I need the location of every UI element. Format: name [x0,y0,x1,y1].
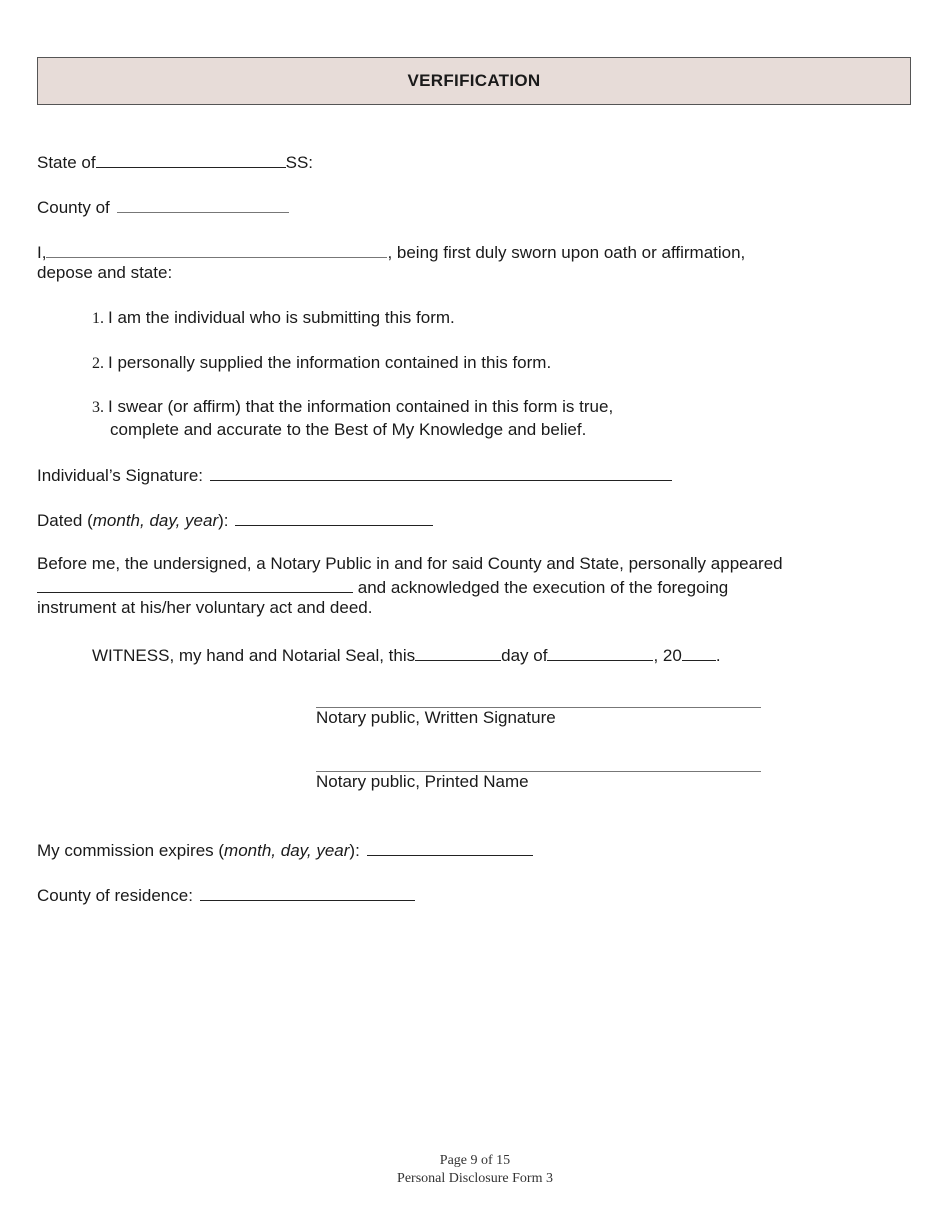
ss-label: SS: [285,153,314,172]
witness-month-field[interactable] [547,644,653,661]
witness-year-prefix: , 20 [653,646,682,665]
commission-suffix: ): [349,841,360,860]
witness-line [92,644,721,666]
state-field[interactable] [96,151,286,168]
witness-period: . [715,646,721,665]
county-label: County of [37,198,110,217]
oath-text: , being first duly sworn upon oath or affirmation, [387,243,746,262]
statement-text: I personally supplied the information contained in this form. [108,353,552,372]
county-line [37,196,289,218]
notary-intro-line2 [37,576,728,598]
signature-line [37,464,672,486]
residence-label: County of residence: [37,886,193,905]
notary-intro-line3: instrument at his/her voluntary act and deed. [37,598,373,617]
form-name: Personal Disclosure Form 3 [397,1171,553,1186]
witness-text: WITNESS, my hand and Notarial Seal, this [92,646,416,665]
witness-day-field[interactable] [415,644,501,661]
signature-field[interactable] [210,464,672,481]
statement-item [92,308,455,328]
dated-label: Dated ( [37,511,93,530]
state-line [37,151,313,173]
oath-prefix: I, [37,243,47,262]
section-header [37,57,911,105]
dated-suffix: ): [218,511,229,530]
statement-item [92,353,551,373]
notary-intro-text: and acknowledged the execution of the foregoing [357,578,729,597]
statement-text: I swear (or affirm) that the information contained in this form is true, [108,397,614,416]
oath-line [37,241,745,263]
statement-number: 1. [92,310,104,327]
statement-continuation: complete and accurate to the Best of My Knowledge and belief. [110,420,587,439]
commission-hint: month, day, year [224,841,350,860]
oath-continuation: depose and state: [37,263,173,282]
dated-line [37,509,433,531]
witness-year-field[interactable] [682,644,716,661]
page-number: Page 9 of 15 [439,1153,511,1168]
notary-signature-label: Notary public, Written Signature [316,708,556,727]
residence-field[interactable] [200,884,415,901]
witness-day-of: day of [501,646,548,665]
state-label: State of [37,153,96,172]
commission-line [37,839,533,861]
dated-hint: month, day, year [92,511,219,530]
commission-date-field[interactable] [367,839,533,856]
signature-label: Individual’s Signature: [37,466,204,485]
appeared-name-field[interactable] [37,576,353,593]
statement-text: I am the individual who is submitting this form. [108,308,455,327]
residence-line [37,884,415,906]
date-field[interactable] [235,509,433,526]
statement-number: 3. [92,399,104,416]
notary-intro-line1: Before me, the undersigned, a Notary Public in and for said County and State, personally appeared [37,554,783,573]
county-field[interactable] [117,196,289,213]
notary-printed-name-label: Notary public, Printed Name [316,772,529,791]
section-title: VERFIFICATION [407,71,541,90]
commission-label: My commission expires ( [37,841,225,860]
affiant-name-field[interactable] [46,241,387,258]
statement-number: 2. [92,355,104,372]
statement-item [92,397,613,417]
